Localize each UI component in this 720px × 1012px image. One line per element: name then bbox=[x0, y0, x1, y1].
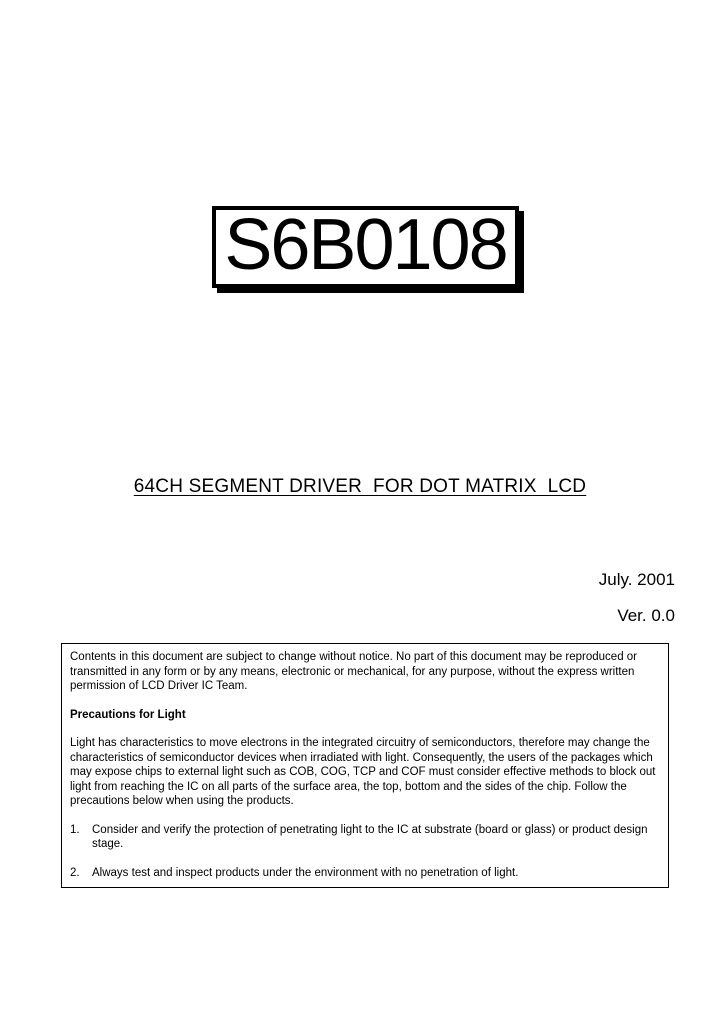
publication-date: July. 2001 bbox=[598, 570, 675, 589]
precautions-list bbox=[70, 823, 658, 881]
copyright-notice: Contents in this document are subject to change without notice. No part of this document may be reproduced or transmitted in any form or by any means, electronic or mechanical, for any purpose, without the express written permission of LCD Driver IC Team. bbox=[70, 651, 638, 692]
precautions-heading: Precautions for Light bbox=[70, 708, 186, 721]
list-item-number: 1. bbox=[70, 823, 80, 836]
part-number: S6B0108 bbox=[224, 205, 507, 285]
notice-box bbox=[61, 643, 669, 888]
precautions-paragraph: Light has characteristics to move electrons in the integrated circuitry of semiconductors, therefore may change the characteristics of semiconductor devices when irradiated with light. Consequently, the users of the packages which may expose chips to external light such as COB, COG, TCP and COF must consider effective methods to block out light from reaching the IC on all parts of the surface area, the top, bottom and the sides of the chip. Follow the precautions below when using the products. bbox=[70, 737, 656, 807]
list-item bbox=[70, 823, 658, 852]
list-item-text: Always test and inspect products under the environment with no penetration of light. bbox=[92, 866, 519, 879]
list-item-text: Consider and verify the protection of penetrating light to the IC at substrate (board or glass) or product design stage. bbox=[92, 823, 648, 850]
part-number-box bbox=[212, 206, 519, 288]
list-item bbox=[70, 866, 658, 881]
document-title: 64CH SEGMENT DRIVER FOR DOT MATRIX LCD bbox=[133, 476, 587, 497]
document-version: Ver. 0.0 bbox=[617, 606, 675, 625]
list-item-number: 2. bbox=[70, 866, 80, 879]
